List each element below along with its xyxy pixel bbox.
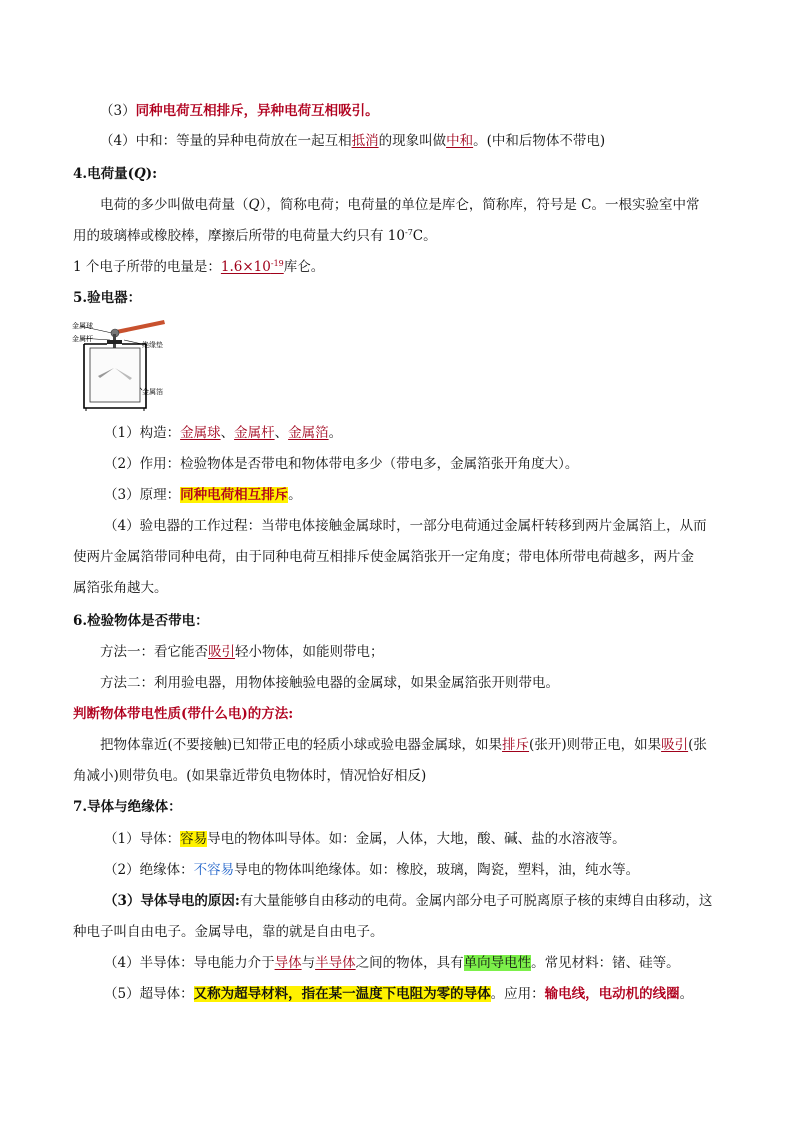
label-ball: 金属球 — [72, 322, 93, 330]
process-line-2: 使两片金属箔带同种电荷，由于同种电荷互相排斥使金属箔张开一定角度；带电体所带电荷越多，两片金 — [73, 549, 694, 565]
conductor-line: （1）导体：容易导电的物体叫导体。如：金属，人体，大地，酸、碱、盐的水溶液等。 — [104, 831, 626, 847]
structure-line: （1）构造：金属球、金属杆、金属箔。 — [104, 425, 343, 441]
method-2-line: 方法二：利用验电器，用物体接触验电器的金属球，如果金属箔张开则带电。 — [100, 675, 559, 691]
judge-line-2: 角减小)则带负电。(如果靠近带负电物体时，情况恰好相反) — [73, 768, 427, 784]
function-line: （2）作用：检验物体是否带电和物体带电多少（带电多，金属箔张开角度大）。 — [104, 456, 579, 472]
label-rod: 金属杆 — [72, 335, 93, 343]
charge-para-2: 用的玻璃棒或橡胶棒，摩擦后所带的电荷量大约只有 $10^{-7}C$。 — [73, 228, 437, 244]
conduction-reason-line-2: 种电子叫自由电子。金属导电，靠的就是自由电子。 — [73, 924, 384, 940]
judge-heading: 判断物体带电性质(带什么电)的方法: — [73, 706, 294, 722]
electron-charge-line: 1 个电子所带的电量是：$1.6\times 10^{-19}$库仑。 — [73, 259, 325, 275]
neutralization-line: （4）中和：等量的异种电荷放在一起互相抵消的现象叫做中和。(中和后物体不带电) — [100, 133, 606, 149]
charge-para-1: 电荷的多少叫做电荷量（Q），简称电荷；电荷量的单位是库仑，简称库，符号是 C。一根实验室中常 — [100, 197, 700, 213]
conduction-reason-line-1: （3）导体导电的原因:有大量能够自由移动的电荷。金属内部分电子可脱离原子核的束缚自由移动，这 — [104, 893, 713, 909]
section-6-heading: 6.检验物体是否带电： — [73, 613, 209, 629]
label-pad: 绝缘垫 — [142, 341, 163, 349]
electroscope-figure — [72, 312, 182, 412]
process-line-1: （4）验电器的工作过程：当带电体接触金属球时，一部分电荷通过金属杆转移到两片金属箔上，从而 — [104, 518, 707, 534]
electroscope-diagram — [72, 312, 182, 412]
insulator-line: （2）绝缘体：不容易导电的物体叫绝缘体。如：橡胶，玻璃，陶瓷，塑料，油，纯水等。 — [104, 862, 640, 878]
rule-like-repel: （3）同种电荷互相排斥，异种电荷互相吸引。 — [100, 103, 379, 119]
semiconductor-line: （4）半导体：导电能力介于导体与半导体之间的物体，具有单向导电性。常见材料：锗、硅等。 — [104, 955, 680, 971]
section-4-heading: 4.电荷量(Q): — [73, 166, 158, 182]
principle-line: （3）原理：同种电荷相互排斥。 — [104, 487, 302, 503]
judge-line-1: 把物体靠近(不要接触)已知带正电的轻质小球或验电器金属球，如果排斥(张开)则带正电，如果吸引(张 — [100, 737, 707, 753]
label-foil: 金属箔 — [142, 388, 163, 396]
section-5-heading: 5.验电器： — [73, 290, 142, 306]
section-7-heading: 7.导体与绝缘体： — [73, 799, 182, 815]
process-line-3: 属箔张角越大。 — [73, 580, 168, 596]
superconductor-line: （5）超导体：又称为超导材料，指在某一温度下电阻为零的导体。应用：输电线，电动机的线圈。 — [104, 986, 694, 1002]
method-1-line: 方法一：看它能否吸引轻小物体，如能则带电； — [100, 644, 384, 660]
